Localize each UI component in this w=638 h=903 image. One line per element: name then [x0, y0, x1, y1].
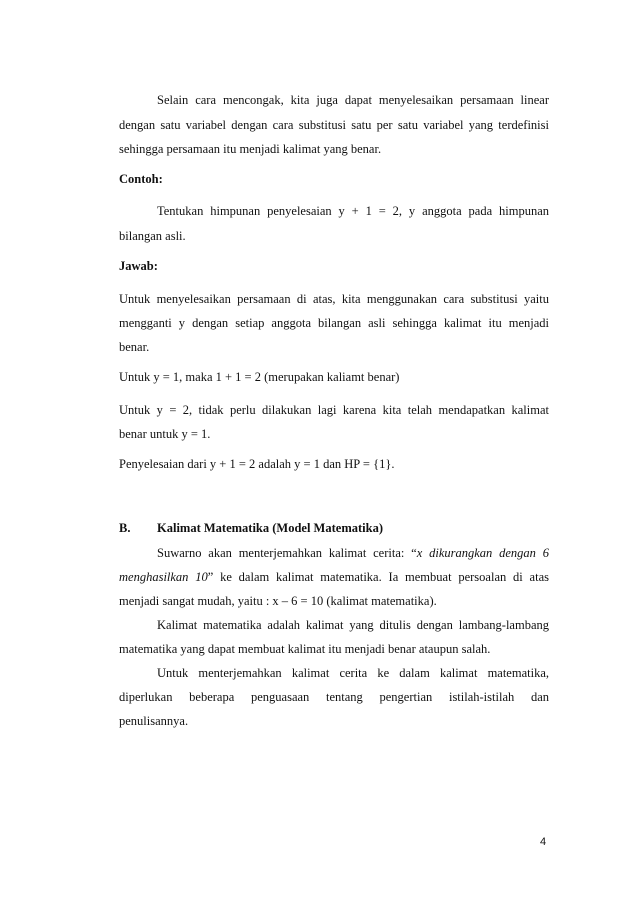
untuk-y1-line: Untuk y = 1, maka 1 + 1 = 2 (merupakan kaliamt benar) — [119, 370, 400, 384]
section-letter: B. — [119, 521, 131, 535]
paragraph-intro-line: sehingga persamaan itu menjadi kalimat yang benar. — [119, 142, 382, 156]
section-b-paragraph-line: menjadi sangat mudah, yaitu : x – 6 = 10 (kalimat matematika). — [119, 594, 437, 608]
b1-text: Suwarno akan menterjemahkan kalimat cerita: “ — [157, 546, 417, 560]
section-b-paragraph-line: Untuk menterjemahkan kalimat cerita ke dalam kalimat matematika, — [157, 666, 549, 680]
jawab-line: mengganti y dengan setiap anggota bilangan asli sehingga kalimat itu menjadi — [119, 316, 549, 330]
section-b-paragraph-line: penulisannya. — [119, 714, 189, 728]
untuk-y2-line: Untuk y = 2, tidak perlu dilakukan lagi karena kita telah mendapatkan kalimat — [119, 403, 549, 417]
section-title: Kalimat Matematika (Model Matematika) — [157, 521, 383, 535]
paragraph-intro-line: dengan satu variabel dengan cara substitusi satu per satu variabel yang terdefinisi — [119, 118, 549, 132]
b1-text: ” ke dalam kalimat matematika. Ia membuat persoalan di atas — [207, 570, 549, 584]
section-b-paragraph-line — [119, 545, 549, 561]
section-b-paragraph-line: Kalimat matematika adalah kalimat yang ditulis dengan lambang-lambang — [157, 618, 549, 632]
b1-italic-phrase: x dikurangkan dengan 6 — [416, 546, 549, 560]
jawab-line: Untuk menyelesaikan persamaan di atas, kita menggunakan cara substitusi yaitu — [119, 292, 549, 306]
contoh-heading: Contoh: — [119, 172, 163, 186]
contoh-line: bilangan asli. — [119, 229, 186, 243]
page-number: 4 — [540, 836, 547, 848]
penyelesaian-line: Penyelesaian dari y + 1 = 2 adalah y = 1 dan HP = {1}. — [119, 457, 395, 471]
jawab-line: benar. — [119, 340, 150, 354]
untuk-y2-line: benar untuk y = 1. — [119, 427, 211, 441]
section-b-paragraph-line — [119, 569, 549, 585]
contoh-line: Tentukan himpunan penyelesaian y + 1 = 2, y anggota pada himpunan — [157, 204, 549, 218]
section-b-paragraph-line: diperlukan beberapa penguasaan tentang pengertian istilah-istilah dan — [119, 690, 549, 704]
section-b-paragraph-line: matematika yang dapat membuat kalimat itu menjadi benar ataupun salah. — [119, 642, 491, 656]
b1-italic-phrase: menghasilkan 10 — [119, 570, 208, 584]
jawab-heading: Jawab: — [119, 259, 158, 273]
paragraph-intro-line: Selain cara mencongak, kita juga dapat menyelesaikan persamaan linear — [157, 93, 549, 107]
